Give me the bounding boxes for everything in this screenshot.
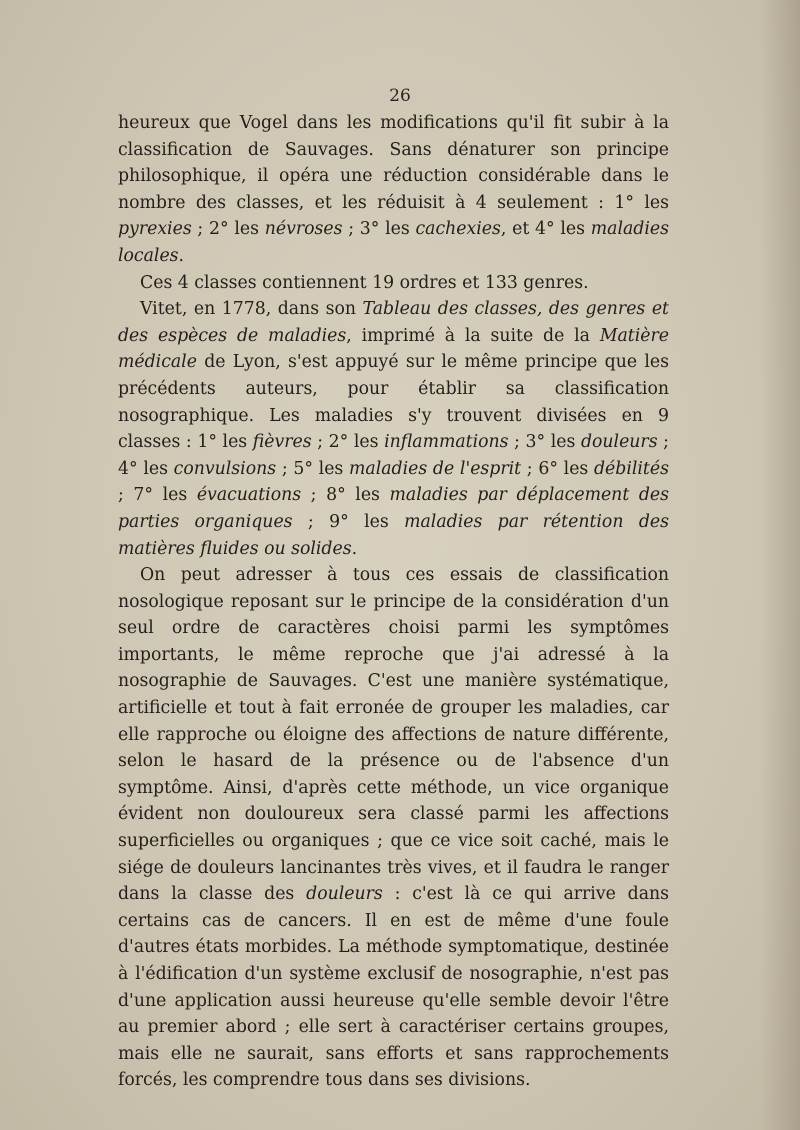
- paragraph: [118, 562, 669, 1094]
- text-run: On peut adresser à tous ces essais de classification nosologique reposant sur le principe de la considération d'un seul ordre de caractères choisi parmi les symptômes importants, le même reproche que j'ai adressé à la nosographie de Sauvages. C'est une manière systématique, artificielle et tout à fait erronée de grouper les maladies, car elle rapproche ou éloigne des affections de nature différente, selon le hasard de la présence ou de l'absence d'un symptôme. Ainsi, d'après cette méthode, un vice organique évident non douloureux sera classé parmi les affections superficielles ou organiques ; que ce vice soit caché, mais le siége de douleurs lancinantes très vives, et il faudra le ranger dans la classe des: [118, 565, 669, 905]
- text-run: ; 3° les: [342, 219, 416, 240]
- italic-text: maladies par déplacement des parties organiques: [118, 485, 669, 532]
- italic-text: pyrexies: [118, 219, 192, 240]
- text-run: Vitet, en 1778, dans son: [140, 299, 363, 320]
- text-run: de Lyon, s'est appuyé sur le même principe que les précédents auteurs, pour établir sa classification nosographique. Les maladies s'y trouvent divisées en 9 classes : 1° les: [118, 352, 669, 453]
- text-run: : c'est là ce qui arrive dans certains cas de cancers. Il en est de même d'une foule d'autres états morbides. La méthode symptomatique, destinée à l'édification d'un système exclusif de nosographie, n'est pas d'une application aussi heureuse qu'elle semble devoir l'être au premier abord ; elle sert à caractériser certains groupes, mais elle ne saurait, sans efforts et sans rapprochements forcés, les comprendre tous dans ses divisions.: [118, 884, 670, 1091]
- italic-text: maladies de l'esprit: [349, 458, 522, 479]
- text-run: Ces 4 classes contiennent 19 ordres et 133 genres.: [140, 272, 589, 293]
- italic-text: maladies par rétention des matières fluides ou solides: [118, 511, 669, 559]
- italic-text: débilités: [594, 458, 669, 479]
- text-run: ; 3° les: [508, 432, 581, 453]
- text-run: .: [351, 538, 358, 559]
- text-run: , et 4° les: [500, 219, 591, 240]
- page-number: 26: [389, 86, 411, 106]
- text-run: ; 5° les: [276, 458, 350, 479]
- italic-text: évacuations: [196, 485, 302, 506]
- text-run: ; 2° les: [311, 432, 385, 453]
- italic-text: maladies locales: [118, 219, 669, 266]
- page-edge-shadow: [760, 0, 800, 1130]
- italic-text: Tableau des classes, des genres et des espèces de maladies: [118, 299, 669, 346]
- text-run: .: [178, 245, 185, 266]
- text-run: ; 4° les: [118, 432, 669, 479]
- italic-text: névroses: [264, 219, 343, 240]
- italic-text: douleurs: [306, 884, 383, 905]
- text-run: ; 8° les: [301, 485, 390, 506]
- italic-text: inflammations: [384, 432, 509, 453]
- italic-text: cachexies: [415, 219, 501, 240]
- text-run: , imprimé à la suite de la: [346, 325, 600, 346]
- text-run: ; 7° les: [118, 485, 197, 506]
- text-run: ; 9° les: [292, 511, 405, 532]
- paragraph: [118, 270, 669, 297]
- italic-text: douleurs: [580, 432, 658, 453]
- italic-text: convulsions: [173, 458, 277, 479]
- paragraph: [118, 110, 669, 270]
- text-run: heureux que Vogel dans les modifications qu'il fit subir à la classification de Sauvages. Sans dénaturer son principe philosophique, il opéra une réduction considérable dans le nombre des classes, et les réduisit à 4 seulement : 1° les: [118, 113, 669, 213]
- paragraph: [118, 296, 669, 562]
- text-run: ; 6° les: [521, 458, 594, 479]
- italic-text: fièvres: [252, 432, 312, 453]
- italic-text: Matière médicale: [118, 325, 669, 373]
- text-run: ; 2° les: [191, 219, 265, 240]
- body-text: [118, 110, 669, 1094]
